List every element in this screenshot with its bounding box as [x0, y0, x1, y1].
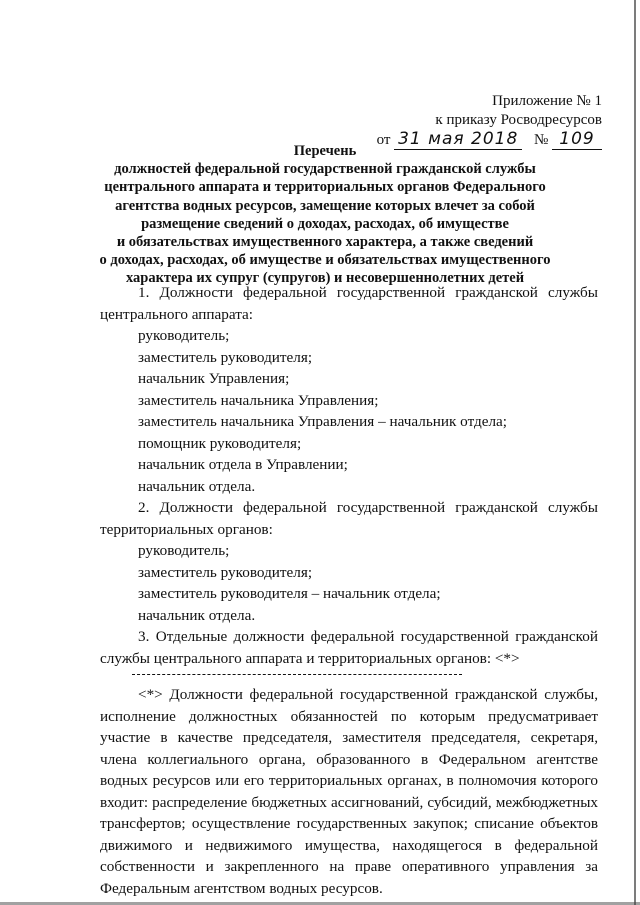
date-prefix: от	[376, 132, 391, 148]
document-body	[100, 282, 598, 899]
scan-edge-right	[634, 0, 636, 905]
list-item: руководитель;	[138, 542, 230, 559]
title-line: о доходах, расходах, об имуществе и обязательствах имущественного	[99, 252, 551, 269]
section-3-heading: 3. Отдельные должности федеральной государственной гражданской службы центрального аппарата и территориальных органов: <*>	[100, 628, 598, 667]
title-line: должностей федеральной государственной гражданской службы	[114, 161, 536, 178]
list-item: руководитель;	[138, 327, 230, 344]
list-item: заместитель начальника Управления;	[138, 391, 379, 409]
list-item: начальник отдела.	[138, 477, 256, 495]
footnote: <*> Должности федеральной государственной гражданской службы, исполнение должностных обязанностей по которым предусматривает участие в качестве председателя, заместителя председателя, секретаря, члена коллегиального органа, образованного в Федеральном агентстве водных ресурсов или его территориальных органах, в полномочия которого входит: распределение бюджетных ассигнований, субсидий, межбюджетных трансфертов; осуществление государственных закупок; списание объектов движимого и недвижимого имущества, находящегося в федеральной собственности и закрепленного на праве оперативного управления за Федеральным агентством водных ресурсов.	[100, 686, 598, 897]
section-2-heading: 2. Должности федеральной государственной гражданской службы территориальных органов:	[100, 499, 598, 538]
title-line: Перечень	[293, 143, 357, 159]
order-reference: к приказу Росводресурсов	[435, 112, 602, 128]
list-item: заместитель начальника Управления – начальник отдела;	[138, 413, 508, 430]
list-item: начальник отдела.	[138, 606, 256, 624]
appendix-label: Приложение № 1	[492, 93, 602, 109]
list-item: помощник руководителя;	[138, 434, 302, 452]
title-line: центрального аппарата и территориальных органов Федерального	[104, 179, 546, 196]
number-prefix: №	[533, 132, 549, 148]
title-line: агентства водных ресурсов, замещение которых влечет за собой	[115, 197, 535, 214]
title-line: и обязательствах имущественного характера, а также сведений	[116, 234, 534, 251]
section-1-heading: 1. Должности федеральной государственной гражданской службы центрального аппарата:	[100, 284, 598, 323]
list-item: начальник Управления;	[138, 370, 290, 387]
handwritten-date: 31 мая 2018	[394, 130, 522, 150]
title-line: характера их супруг (супругов) и несовершеннолетних детей	[125, 270, 525, 287]
title-line: размещение сведений о доходах, расходах, об имуществе	[141, 215, 509, 232]
handwritten-number: 109	[552, 130, 602, 150]
footnote-separator	[132, 674, 462, 675]
list-item: начальник отдела в Управлении;	[138, 456, 348, 473]
list-item: заместитель руководителя – начальник отдела;	[138, 585, 441, 602]
list-item: заместитель руководителя;	[138, 348, 313, 366]
list-item: заместитель руководителя;	[138, 563, 313, 581]
document-title	[90, 142, 560, 288]
